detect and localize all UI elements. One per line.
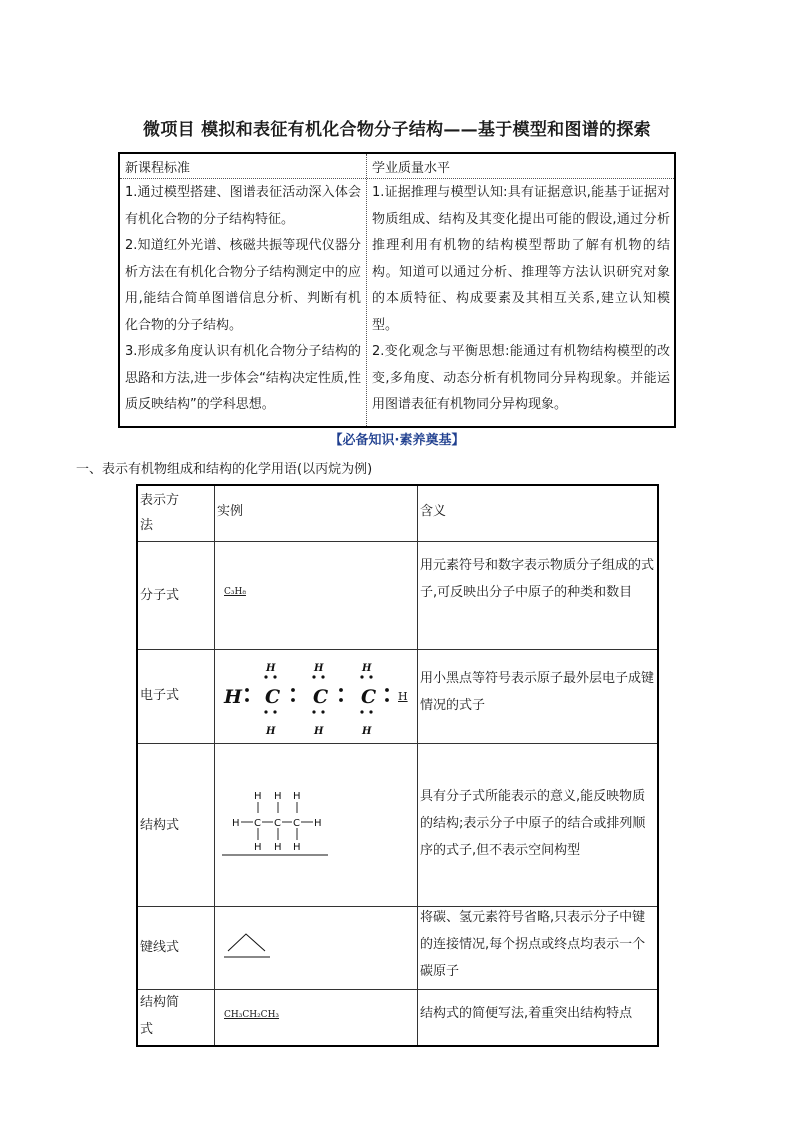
page-title: 微项目 模拟和表征有机化合物分子结构——基于模型和图谱的探索 — [143, 120, 651, 140]
standard-item: 1.通过模型搭建、图谱表征活动深入体会有机化合物的分子结构特征。 — [125, 185, 361, 227]
quality-item: 1.证据推理与模型认知:具有证据意识,能基于证据对物质组成、结构及其变化提出可能的假设,通过分析推理利用有机物的结构模型帮助了解有机物的结构。知道可以通过分析、推理等方法认识研究对象的本质特征、构成要素及其相互关系,建立认知模型。 — [372, 185, 670, 333]
column-divider — [417, 486, 418, 1045]
row-label-electron-formula: 电子式 — [140, 688, 180, 703]
standards-table — [118, 152, 676, 428]
quality-levels — [372, 180, 670, 419]
electron-formula-meaning: 用小黑点等符号表示原子最外层电子成键情况的式子 — [420, 671, 655, 713]
molecular-formula-example: C₃H₈ — [224, 587, 246, 597]
row-label-molecular-formula: 分子式 — [140, 588, 180, 603]
sf-hydrogen: H — [274, 791, 282, 802]
quality-item: 2.变化观念与平衡思想:能通过有机物结构模型的改变,多角度、动态分析有机物同分异构现象。并能运用图谱表征有机物同分异构现象。 — [372, 344, 670, 412]
section-heading: 一、表示有机物组成和结构的化学用语(以丙烷为例) — [76, 462, 373, 477]
ef-carbon: C — [361, 686, 377, 708]
standards-divider — [366, 154, 367, 426]
row-label-structural-formula: 结构式 — [140, 818, 180, 833]
ef-hydrogen: H — [314, 726, 324, 736]
row-divider — [138, 743, 657, 744]
sf-hydrogen: H — [254, 791, 262, 802]
sf-hydrogen: H — [314, 818, 322, 829]
structural-formula-diagram — [220, 786, 340, 858]
sf-carbon: C — [274, 818, 281, 829]
sf-hydrogen: H — [293, 791, 301, 802]
right-header: 学业质量水平 — [372, 161, 451, 176]
header-meaning: 含义 — [420, 504, 447, 519]
skeletal-formula-diagram — [222, 930, 274, 960]
condensed-formula-example: CH₃CH₂CH₃ — [224, 1010, 280, 1020]
section-banner: 【必备知识·素养奠基】 — [329, 433, 465, 448]
sf-carbon: C — [254, 818, 261, 829]
sf-hydrogen: H — [274, 842, 282, 853]
sf-carbon: C — [293, 818, 300, 829]
sf-hydrogen: H — [232, 818, 240, 829]
ef-hydrogen: H — [362, 663, 372, 674]
row-label-skeletal-formula: 键线式 — [140, 940, 180, 955]
skeletal-formula-meaning: 将碳、氢元素符号省略,只表示分子中键的连接情况,每个拐点或终点均表示一个碳原子 — [420, 910, 646, 979]
ef-carbon: C — [265, 686, 281, 708]
sf-hydrogen: H — [293, 842, 301, 853]
row-divider — [138, 541, 657, 542]
standard-item: 3.形成多角度认识有机化合物分子结构的思路和方法,进一步体会“结构决定性质,性质反映结构”的学科思想。 — [125, 344, 361, 412]
ef-hydrogen: H — [266, 726, 276, 736]
electron-formula-terminal-h: H — [398, 690, 408, 703]
condensed-formula-meaning: 结构式的简便写法,着重突出结构特点 — [420, 1006, 633, 1021]
row-label-condensed-formula: 结构简式 — [140, 995, 180, 1037]
row-divider — [138, 989, 657, 990]
column-divider — [214, 486, 215, 1045]
ef-carbon: C — [313, 686, 329, 708]
curriculum-standards — [125, 180, 361, 419]
header-method: 表示方法 — [140, 493, 180, 533]
structural-formula-meaning: 具有分子式所能表示的意义,能反映物质的结构;表示分子中原子的结合或排列顺序的式子,但不表示空间构型 — [420, 789, 646, 858]
ef-hydrogen: H — [224, 686, 242, 708]
left-header: 新课程标准 — [125, 161, 191, 176]
standards-header — [120, 154, 674, 179]
chemical-notation-table — [136, 484, 659, 1047]
ef-hydrogen: H — [266, 663, 276, 674]
row-divider — [138, 649, 657, 650]
ef-hydrogen: H — [362, 726, 372, 736]
sf-hydrogen: H — [254, 842, 262, 853]
ef-hydrogen: H — [314, 663, 324, 674]
molecular-formula-meaning: 用元素符号和数字表示物质分子组成的式子,可反映出分子中原子的种类和数目 — [420, 558, 655, 600]
electron-formula-diagram — [220, 656, 416, 736]
header-example: 实例 — [217, 504, 244, 519]
standard-item: 2.知道红外光谱、核磁共振等现代仪器分析方法在有机化合物分子结构测定中的应用,能结合简单图谱信息分析、判断有机化合物的分子结构。 — [125, 238, 361, 333]
